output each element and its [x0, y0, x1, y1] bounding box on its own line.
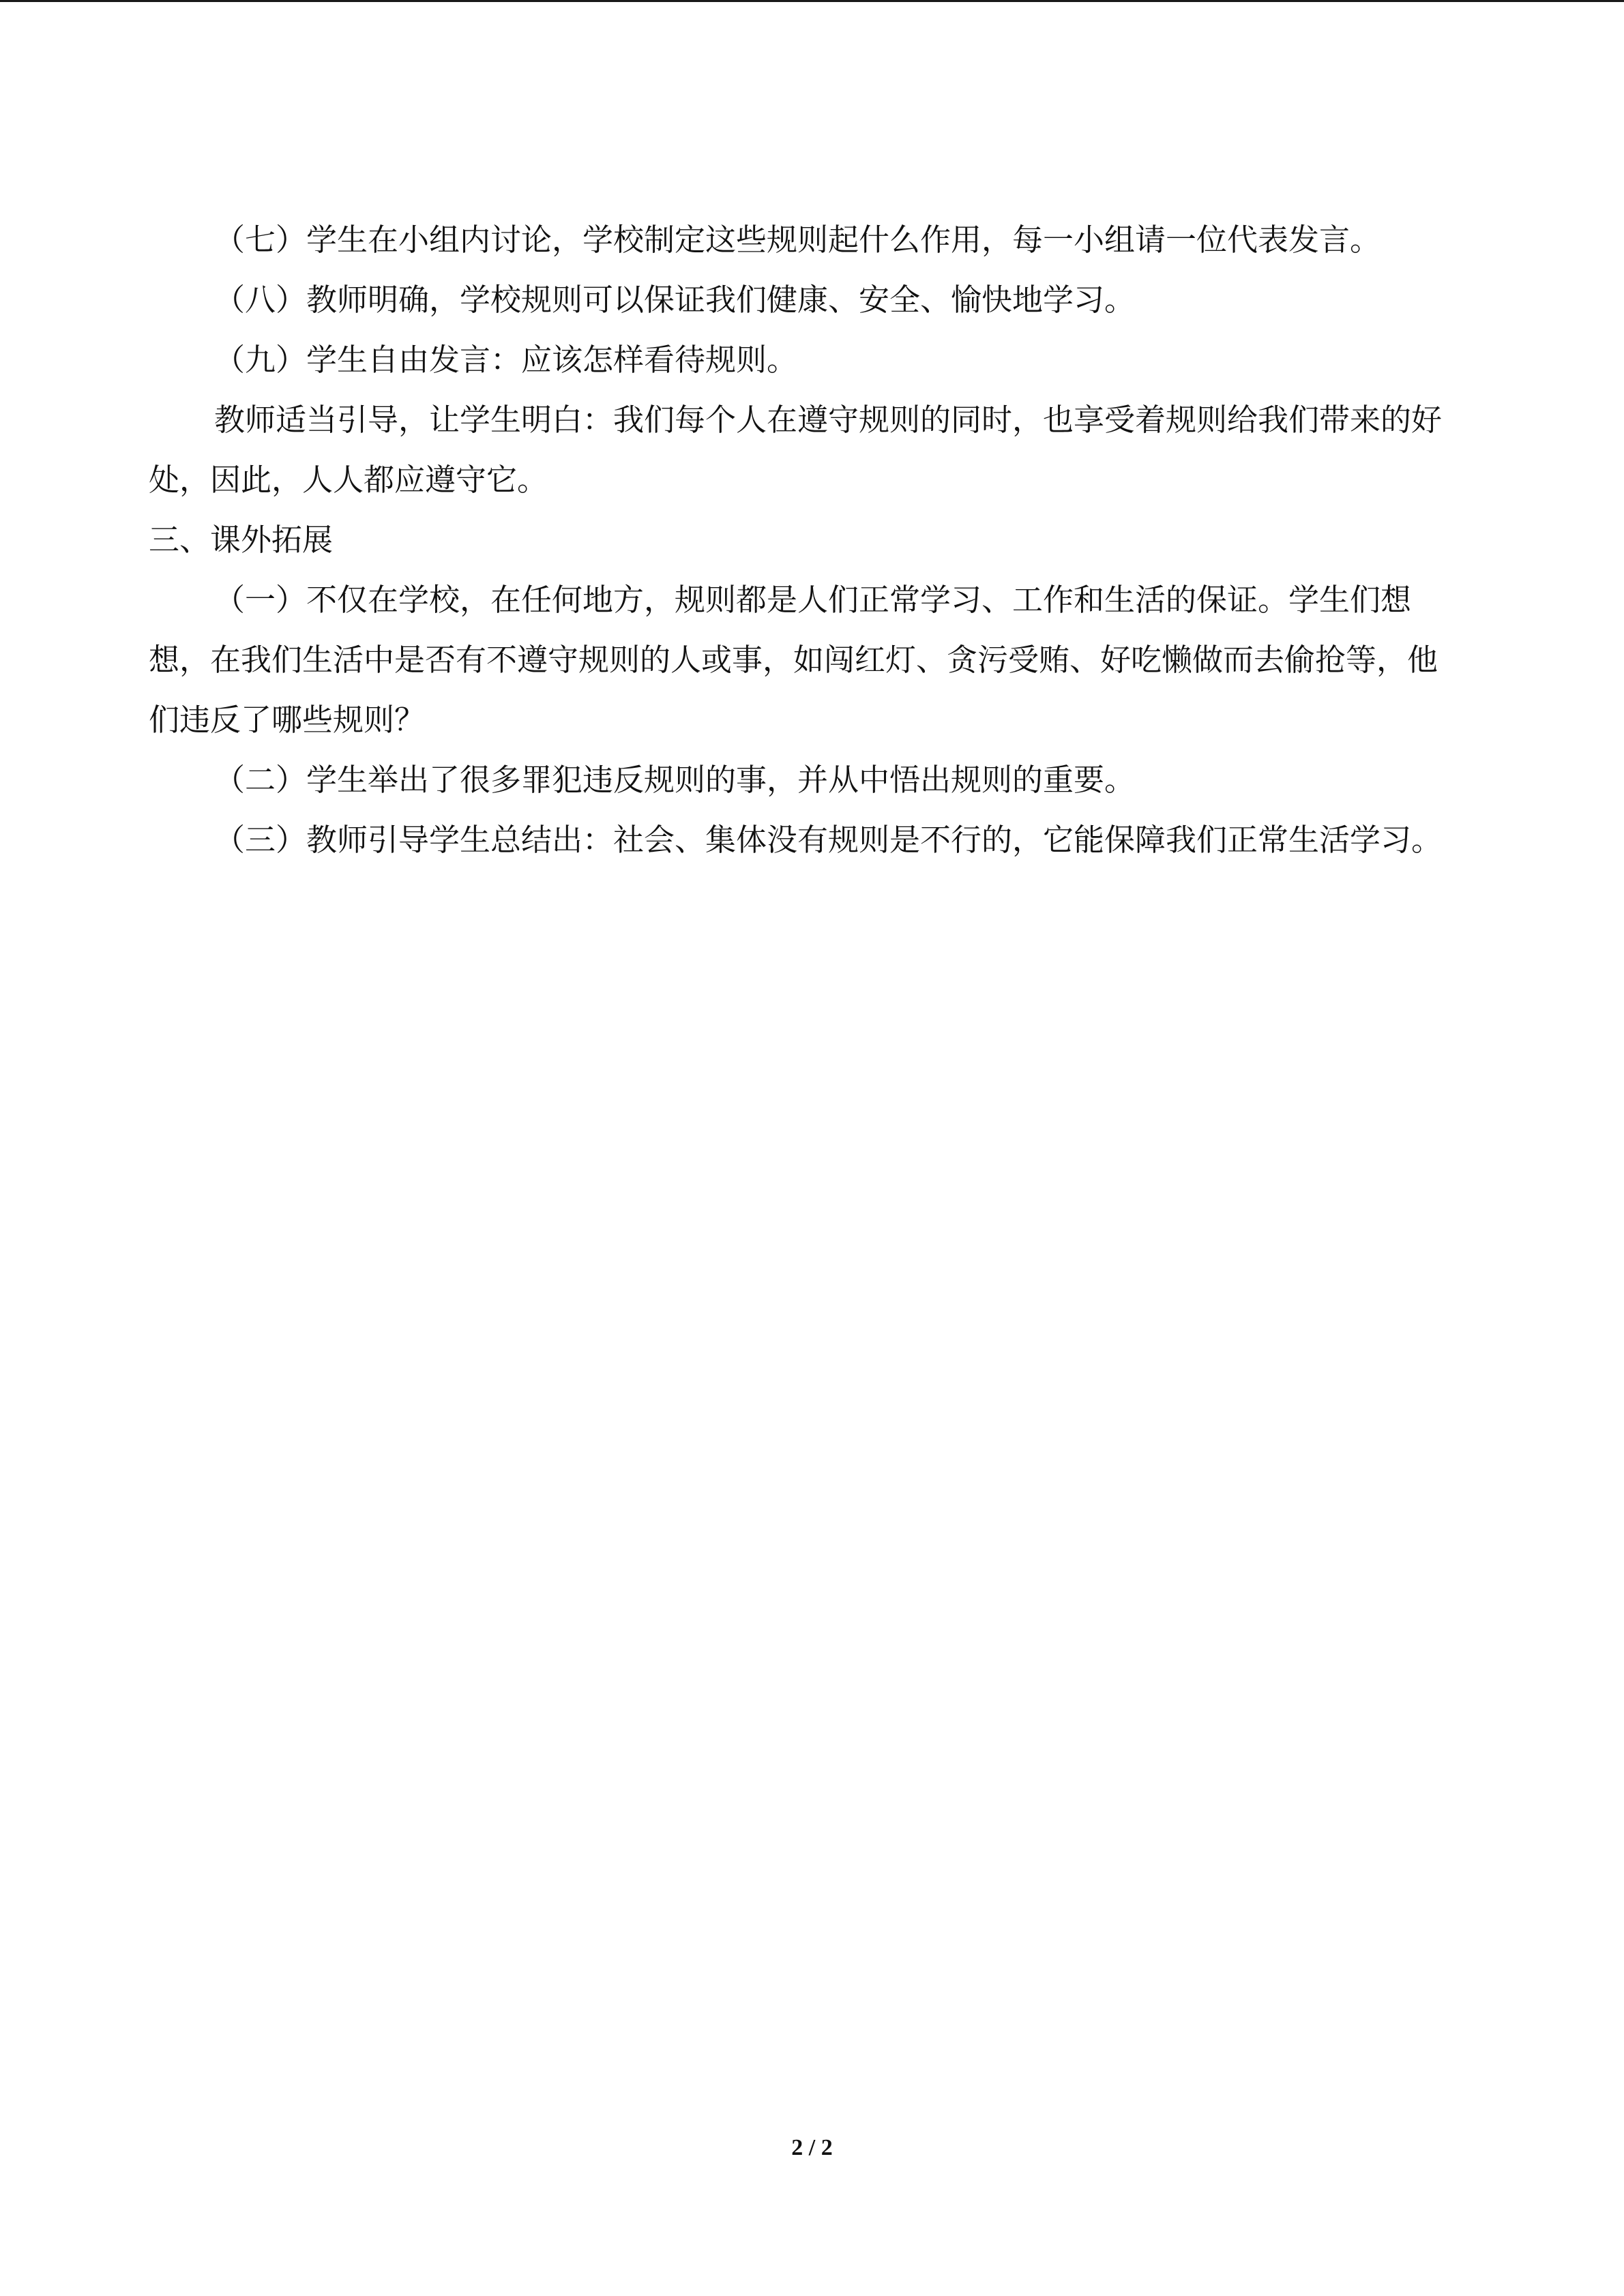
document-body — [149, 210, 1462, 870]
paragraph-8: （八）教师明确，学校规则可以保证我们健康、安全、愉快地学习。 — [214, 282, 1136, 318]
extension-paragraph-1: （一）不仅在学校，在任何地方，规则都是人们正常学习、工作和生活的保证。学生们想想，在我们生活中是否有不遵守规则的人或事，如闯红灯、贪污受贿、好吃懒做而去偷抢等，他们违反了哪些规则？ — [149, 582, 1438, 738]
page-number: 2 / 2 — [791, 2135, 833, 2160]
teacher-guidance-paragraph: 教师适当引导，让学生明白：我们每个人在遵守规则的同时，也享受着规则给我们带来的好处，因此，人人都应遵守它。 — [149, 402, 1443, 498]
section-heading-extension: 三、课外拓展 — [149, 522, 334, 558]
paragraph-7: （七）学生在小组内讨论，学校制定这些规则起什么作用，每一小组请一位代表发言。 — [214, 222, 1381, 258]
extension-paragraph-3: （三）教师引导学生总结出：社会、集体没有规则是不行的，它能保障我们正常生活学习。 — [214, 822, 1443, 858]
paragraph-9: （九）学生自由发言：应该怎样看待规则。 — [214, 342, 798, 378]
extension-paragraph-2: （二）学生举出了很多罪犯违反规则的事，并从中悟出规则的重要。 — [214, 762, 1136, 798]
